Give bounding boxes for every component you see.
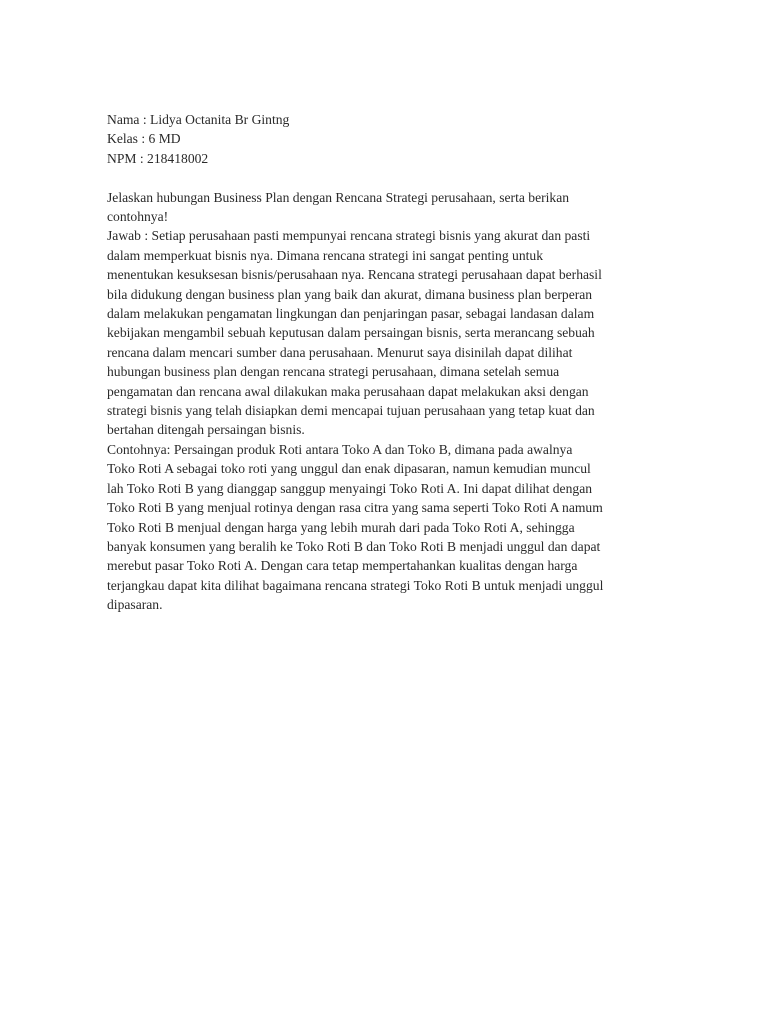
text-line: bila didukung dengan business plan yang baik dan akurat, dimana business plan berperan (107, 286, 593, 302)
text-line: pengamatan dan rencana awal dilakukan maka perusahaan dapat melakukan aksi dengan (107, 383, 589, 399)
student-name: Nama : Lidya Octanita Br Gintng (107, 112, 290, 127)
student-class: Kelas : 6 MD (107, 131, 181, 147)
text-line: Jelaskan hubungan Business Plan dengan Rencana Strategi perusahaan, serta berikan (107, 189, 570, 205)
text-line: Jawab : Setiap perusahaan pasti mempunyai rencana strategi bisnis yang akurat dan pasti (107, 228, 591, 244)
text-line: dalam memperkuat bisnis nya. Dimana rencana strategi ini sangat penting untuk (107, 247, 544, 263)
text-line: dalam melakukan pengamatan lingkungan dan penjaringan pasar, sebagai landasan dalam (107, 306, 595, 322)
text-line: contohnya! (107, 209, 169, 225)
text-line: Toko Roti B yang menjual rotinya dengan rasa citra yang sama seperti Toko Roti A namum (107, 500, 603, 516)
text-line: Toko Roti A sebagai toko roti yang unggul dan enak dipasaran, namun kemudian muncul (107, 461, 591, 477)
document-content (107, 110, 667, 615)
text-line: kebijakan mengambil sebuah keputusan dalam persaingan bisnis, serta merancang sebuah (107, 325, 595, 341)
text-line: menentukan kesuksesan bisnis/perusahaan nya. Rencana strategi perusahaan dapat berhasil (107, 267, 602, 283)
paragraph-gap (107, 168, 667, 187)
text-line: Contohnya: Persaingan produk Roti antara Toko A dan Toko B, dimana pada awalnya (107, 441, 573, 457)
student-npm: NPM : 218418002 (107, 150, 209, 166)
text-line: lah Toko Roti B yang dianggap sanggup menyaingi Toko Roti A. Ini dapat dilihat dengan (107, 480, 593, 496)
text-line: hubungan business plan dengan rencana strategi perusahaan, dimana setelah semua (107, 364, 560, 380)
text-line: merebut pasar Toko Roti A. Dengan cara tetap mempertahankan kualitas dengan harga (107, 558, 578, 574)
text-line: banyak konsumen yang beralih ke Toko Roti B dan Toko Roti B menjadi unggul dan dapat (107, 538, 601, 554)
text-line: Toko Roti B menjual dengan harga yang lebih murah dari pada Toko Roti A, sehingga (107, 519, 575, 535)
text-line: terjangkau dapat kita dilihat bagaimana rencana strategi Toko Roti B untuk menjadi unggul (107, 577, 604, 593)
text-line: rencana dalam mencari sumber dana perusahaan. Menurut saya disinilah dapat dilihat (107, 344, 573, 360)
text-line: bertahan ditengah persaingan bisnis. (107, 422, 305, 438)
text-line: strategi bisnis yang telah disiapkan demi mencapai tujuan perusahaan yang tetap kuat dan (107, 403, 595, 419)
text-line: dipasaran. (107, 597, 163, 613)
